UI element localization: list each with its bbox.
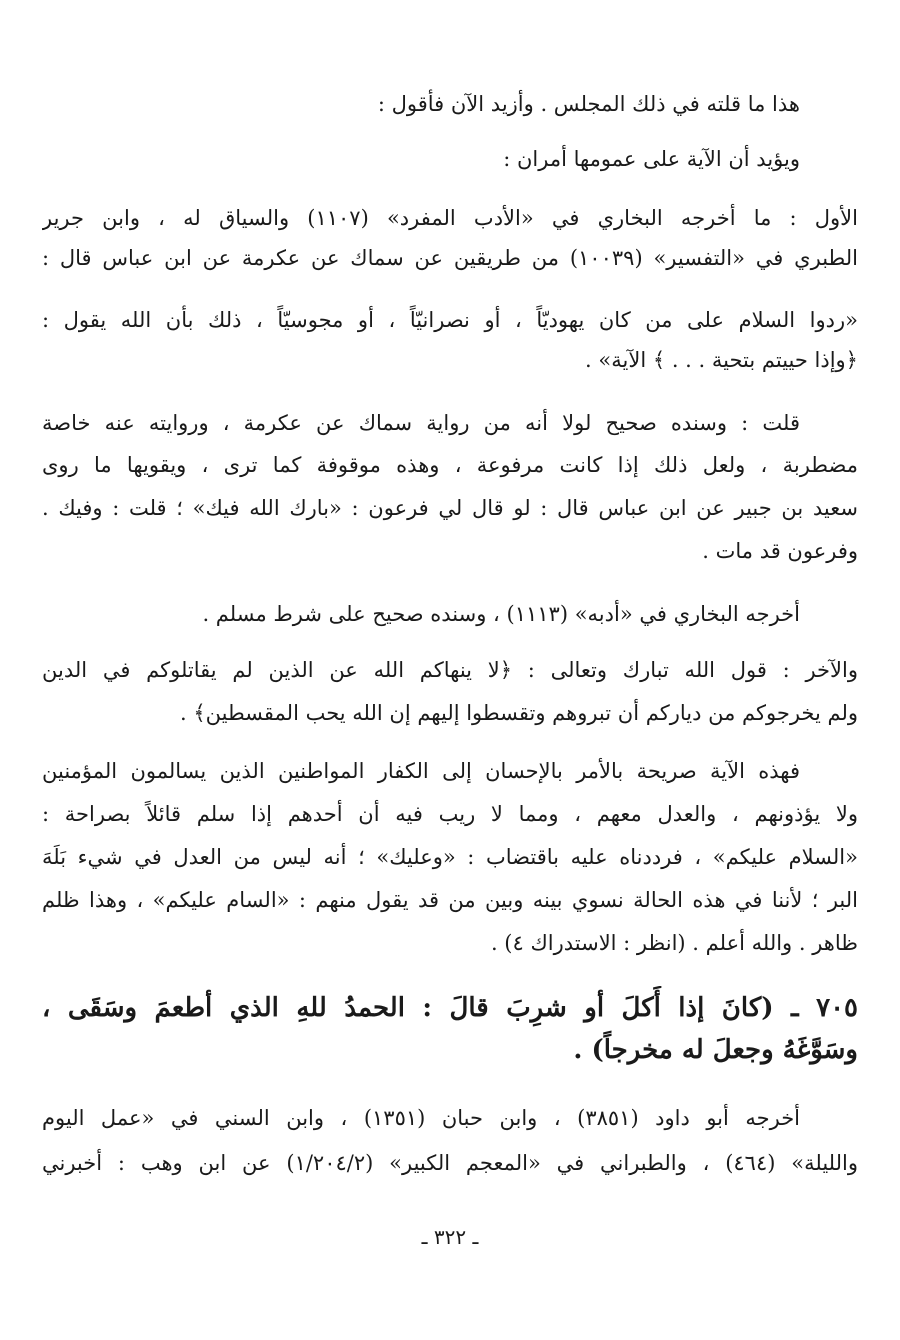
- text-line: أخرجه البخاري في «أدبه» (١١١٣) ، وسنده صحيح على شرط مسلم .: [202, 602, 800, 626]
- hadith-number: ٧٠٥ ـ: [791, 993, 858, 1023]
- text-line: سعيد بن جبير عن ابن عباس قال : لو قال لي فرعون : «بارك الله فيك» ؛ قلت : وفيك .: [42, 496, 858, 520]
- text-line: «السلام عليكم» ، فرددناه عليه باقتضاب : «وعليك» ؛ أنه ليس من العدل في شيء بَلَهَ: [42, 845, 858, 869]
- text-line: الطبري في «التفسير» (١٠٠٣٩) من طريقين عن سماك عن عكرمة عن ابن عباس قال :: [42, 246, 858, 270]
- text-line: ويؤيد أن الآية على عمومها أمران :: [503, 147, 800, 171]
- text-line: ﴿وإذا حييتم بتحية . . . ﴾ الآية» .: [585, 348, 858, 372]
- text-line: الأول : ما أخرجه البخاري في «الأدب المفرد» (١١٠٧) والسياق له ، وابن جرير: [42, 206, 858, 230]
- text-line: مضطربة ، ولعل ذلك إذا كانت مرفوعة ، وهذه موقوفة كما ترى ، ويقويها ما روى: [42, 453, 858, 477]
- text-line: هذا ما قلته في ذلك المجلس . وأزيد الآن فأقول :: [377, 92, 800, 116]
- page-number: ـ ٣٢٢ ـ: [421, 1225, 479, 1249]
- hadith-heading-line-1: [42, 986, 858, 1030]
- text-line: ولم يخرجوكم من دياركم أن تبروهم وتقسطوا إليهم إن الله يحب المقسطين﴾ .: [179, 701, 858, 725]
- text-line: فهذه الآية صريحة بالأمر بالإحسان إلى الكفار المواطنين الذين يسالمون المؤمنين: [42, 759, 800, 783]
- text-line: قلت : وسنده صحيح لولا أنه من رواية سماك عن عكرمة ، وروايته عنه خاصة: [42, 411, 800, 435]
- text-line: والليلة» (٤٦٤) ، والطبراني في «المعجم الكبير» (١/٢٠٤/٢) عن ابن وهب : أخبرني: [42, 1151, 858, 1175]
- text-line: البر ؛ لأننا في هذه الحالة نسوي بينه وبين من قد يقول منهم : «السام عليكم» ، وهذا ظلم: [42, 888, 858, 912]
- hadith-heading-line-2: وسَوَّغَهُ وجعلَ له مخرجاً) .: [573, 1035, 858, 1065]
- text-line: أخرجه أبو داود (٣٨٥١) ، وابن حبان (١٣٥١) ، وابن السني في «عمل اليوم: [42, 1106, 801, 1130]
- text-line: وفرعون قد مات .: [702, 539, 858, 563]
- text-line: ولا يؤذونهم ، والعدل معهم ، ومما لا ريب فيه أن أحدهم إذا سلم قائلاً بصراحة :: [42, 802, 858, 826]
- text-line: ظاهر . والله أعلم . (انظر : الاستدراك ٤) .: [490, 931, 858, 955]
- hadith-text: (كانَ إذا أَكلَ أو شرِبَ قالَ : الحمدُ للهِ الذي أطعمَ وسَقَى ،: [42, 993, 774, 1023]
- text-line: «ردوا السلام على من كان يهوديّاً ، أو نصرانيّاً ، أو مجوسيّاً ، ذلك بأن الله يقول :: [42, 308, 858, 332]
- document-page: [42, 0, 858, 1340]
- text-line: والآخر : قول الله تبارك وتعالى : ﴿لا ينهاكم الله عن الذين لم يقاتلوكم في الدين: [42, 658, 858, 682]
